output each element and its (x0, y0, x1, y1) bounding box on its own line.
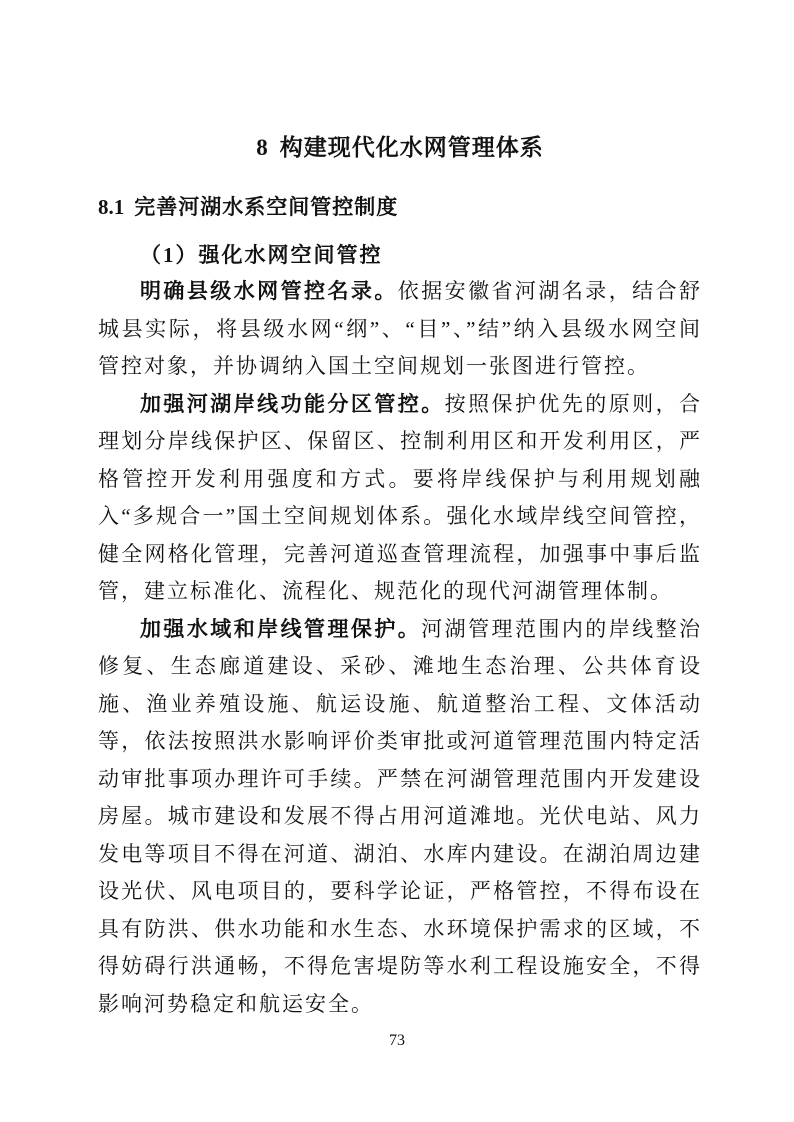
section-number: 8.1 (98, 195, 125, 219)
paragraph-2-body: 按照保护优先的原则，合理划分岸线保护区、保留区、控制利用区和开发利用区，严格管控开发利用强度和方式。要将岸线保护与利用规划融入“多规合一”国土空间规划体系。强化水域岸线空间管控，健全网格化管理，完善河道巡查管理流程，加强事中事后监管，建立标准化、流程化、规范化的现代河湖管理体制。 (98, 391, 703, 603)
paragraph-3-body: 河湖管理范围内的岸线整治修复、生态廊道建设、采砂、滩地生态治理、公共体育设施、渔业养殖设施、航运设施、航道整治工程、文体活动等，依法按照洪水影响评价类审批或河道管理范围内特定活动审批事项办理许可手续。严禁在河湖管理范围内开发建设房屋。城市建设和发展不得占用河道滩地。光伏电站、风力发电等项目不得在河道、湖泊、水库内建设。在湖泊周边建设光伏、风电项目的，要科学论证，严格管控，不得布设在具有防洪、供水功能和水生态、水环境保护需求的区域，不得妨碍行洪通畅，不得危害堤防等水利工程设施安全，不得影响河势稳定和航运安全。 (98, 616, 703, 1016)
paragraph-2 (98, 386, 702, 611)
paragraph-2-lead: 加强河湖岸线功能分区管控。 (140, 391, 445, 416)
chapter-number: 8 (256, 135, 268, 160)
section-heading (98, 195, 702, 220)
section-title-text: 完善河湖水系空间管控制度 (134, 196, 399, 219)
chapter-title (98, 0, 702, 162)
paragraph-3 (98, 611, 702, 1024)
paragraph-1 (98, 273, 702, 386)
chapter-title-text: 构建现代化水网管理体系 (279, 134, 544, 160)
paragraph-1-body: 依据安徽省河湖名录，结合舒城县实际，将县级水网“纲”、“目”、”结”纳入县级水网空间管控对象，并协调纳入国土空间规划一张图进行管控。 (98, 279, 703, 378)
paragraph-3-lead: 加强水域和岸线管理保护。 (140, 616, 422, 641)
paragraph-1-lead: 明确县级水网管控名录。 (140, 279, 398, 303)
subsection-heading: （1）强化水网空间管控 (140, 243, 383, 267)
page-number: 73 (389, 1032, 405, 1049)
body-text (98, 273, 702, 1023)
